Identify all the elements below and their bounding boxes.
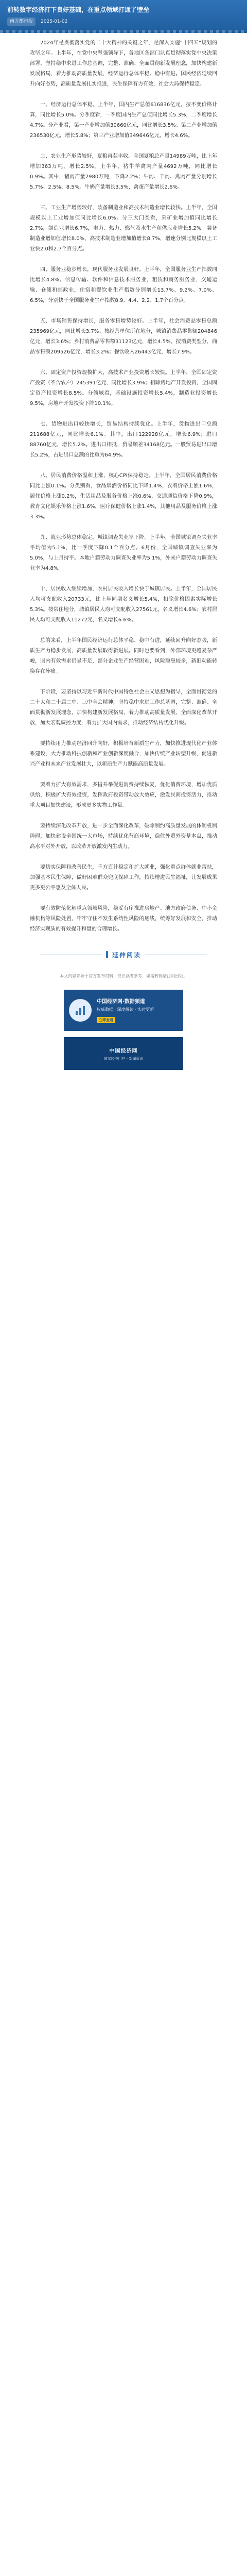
article-paragraph: 七、货物进出口较快增长，贸易结构持续优化。上半年，货物进出口总额211688亿元，同比增长6.1%。其中，出口122928亿元，增长6.9%；进口88760亿元，增长5.2%。进出口相抵，贸易顺差34168亿元。一般贸易进出口增长5.2%，占进出口总额的比重为64.9%。	[30, 421, 217, 458]
article-paragraph: 2024年是贯彻落实党的二十大精神的关键之年，是深入实施“十四五”规划的攻坚之年。上半年，在党中央坚强领导下，各地区各部门认真贯彻落实党中央决策部署，坚持稳中求进工作总基调，完整、准确、全面贯彻新发展理念，加快构建新发展格局，着力推动高质量发展，经济运行总体平稳、稳中有进。国民经济延续回升向好态势，高质量发展扎实推进，民生保障有力有效，社会大局保持稳定。	[30, 40, 217, 87]
article-paragraph: 三、工业生产增势较好，装备制造业和高技术制造业增长较快。上半年，全国规模以上工业增加值同比增长6.0%。分三大门类看，采矿业增加值同比增长2.7%，制造业增长6.7%，电力、热力、燃气及水生产和供应业增长5.2%。装备制造业增加值增长8.0%，高技术制造业增加值增长8.7%，增速分别比规模以上工业快2.0和2.7个百分点。	[30, 205, 217, 252]
promo-card[interactable]	[64, 990, 183, 1031]
article-paragraph: 下阶段，要坚持以习近平新时代中国特色社会主义思想为指导，全面贯彻党的二十大和二十届二中、三中全会精神，坚持稳中求进工作总基调，完整、准确、全面贯彻新发展理念，加快构建新发展格局，着力推动高质量发展，全面深化改革开放，加大宏观调控力度，着力扩大国内需求，推动经济结构优化升级。	[30, 689, 217, 726]
article-paragraph: 六、固定资产投资规模扩大，高技术产业投资增长较快。上半年，全国固定资产投资（不含农户）245391亿元，同比增长3.9%；扣除房地产开发投资，全国固定资产投资增长8.5%。分领域看，基础设施投资增长5.4%，制造业投资增长9.5%，房地产开发投资下降10.1%。	[30, 370, 217, 406]
promo-title: 中国经济网·数据频道	[97, 998, 145, 1005]
related-section	[0, 940, 247, 1070]
article-paragraph: 总的来看，上半年国民经济运行总体平稳、稳中有进，延续回升向好态势，新质生产力稳步发展，高质量发展取得新进展。同时也要看到，外部环境更趋复杂严峻，国内有效需求仍显不足，部分企业生产经营困难，风险隐患较多，新旧动能转换存在阵痛。	[30, 638, 217, 674]
article-paragraph: 九、就业形势总体稳定，城镇调查失业率下降。上半年，全国城镇调查失业率平均值为5.1%，比一季度下降0.1个百分点。6月份，全国城镇调查失业率为5.0%，与上月持平。本地户籍劳动力调查失业率为5.1%，外来户籍劳动力调查失业率为4.8%。	[30, 535, 217, 571]
related-bar-icon	[106, 951, 108, 958]
article-page	[0, 0, 247, 1070]
promo-subtitle: 权威数据 · 深度解读 · 实时更新	[97, 1007, 154, 1012]
article-body	[0, 33, 247, 940]
promo-button[interactable]: 立即查看	[97, 1017, 115, 1023]
related-header	[8, 940, 239, 969]
promo-texts	[97, 998, 178, 1023]
page-title: 前转数字经济打下良好基础，在重点领域打通了壁垒	[7, 6, 150, 13]
article-paragraph: 二、农业生产形势较好，夏粮再获丰收。全国夏粮总产量14989万吨，比上年增加363万吨，增长2.5%。上半年，猪牛羊禽肉产量4692万吨，同比增长0.9%。其中，猪肉产量2980万吨，下降2.2%；牛肉、羊肉、禽肉产量分别增长5.7%、2.5%、8.5%。牛奶产量增长3.5%，禽蛋产量增长2.6%。	[30, 154, 217, 190]
article-meta	[7, 18, 240, 26]
article-paragraph: 十、居民收入继续增加，农村居民收入增长快于城镇居民。上半年，全国居民人均可支配收入20733元，比上年同期名义增长5.4%，扣除价格因素实际增长5.3%。按常住地分，城镇居民人均可支配收入27561元，名义增长4.6%；农村居民人均可支配收入11272元，名义增长6.6%。	[30, 586, 217, 623]
related-label: 延伸阅读	[112, 951, 141, 959]
article-paragraph: 五、市场销售保持增长，服务零售增势较好。上半年，社会消费品零售总额235969亿元，同比增长3.7%。按经营单位所在地分，城镇消费品零售额204846亿元，增长3.6%；乡村消费品零售额31123亿元，增长4.5%。按消费类型分，商品零售额209526亿元，增长3.2%；餐饮收入26443亿元，增长7.9%。	[30, 318, 217, 355]
footer-subtitle: 国家经济门户 · 新闻资讯	[103, 1056, 144, 1061]
publish-date: 2025-01-02	[41, 19, 68, 24]
article-paragraph: 要有效防范化解重点领域风险，稳妥有序推进房地产、地方政府债务、中小金融机构等风险处置，牢牢守住不发生系统性风险的底线，统筹好发展和安全，推动经济实现质的有效提升和量的合理增长。	[30, 906, 217, 932]
article-paragraph: 要持续深化改革开放，进一步全面深化改革，破除制约高质量发展的体制机制障碍，加快建设全国统一大市场，持续优化营商环境，稳住外贸外资基本盘，推动高水平对外开放，以改革开放激发内生动力。	[30, 823, 217, 850]
header-banner	[0, 0, 247, 33]
article-paragraph: 一、经济运行总体平稳。上半年，国内生产总值616836亿元，按不变价格计算，同比增长5.0%。分季度看，一季度国内生产总值同比增长5.3%，二季度增长4.7%。分产业看，第一产业增加值30660亿元，同比增长3.5%；第二产业增加值236530亿元，增长5.8%；第三产业增加值349646亿元，增长4.6%。	[30, 102, 217, 139]
footer-strip[interactable]	[64, 1037, 183, 1070]
article-paragraph: 要着力扩大有效需求，多措并举促进消费持续恢复，优化消费环境，增加优质供给，积极扩大有效投资，发挥政府投资带动放大效应，激发民间投资活力，推动重大项目加快建设，形成更多实物工作量。	[30, 782, 217, 808]
source-label: 南方都市报	[7, 18, 36, 26]
article-paragraph: 要持续用力推动经济回升向好，积极培育新质生产力，加快推进现代化产业体系建设，大力推动科技创新和产业创新深度融合，加快传统产业转型升级，促进新兴产业和未来产业发展壮大，以新质生产力赋能高质量发展。	[30, 741, 217, 767]
related-note: 本文内容来源于官方发布资料，仅供读者参考，如需转载请注明出处。	[60, 974, 187, 978]
article-paragraph: 四、服务业稳步增长，现代服务业发展良好。上半年，全国服务业生产指数同比增长4.8%。信息传输、软件和信息技术服务业，租赁和商务服务业，交通运输、仓储和邮政业，住宿和餐饮业生产指数分别增长13.7%、9.2%、7.0%、6.5%，分别快于全国服务业生产指数8.9、4.4、2.2、1.7个百分点。	[30, 267, 217, 303]
article-paragraph: 要切实保障和改善民生，千方百计稳定和扩大就业，强化重点群体就业帮扶，加强基本民生保障，做好困难群众兜底保障工作，持续增进民生福祉，让发展成果更多更公平惠及全体人民。	[30, 865, 217, 891]
chart-icon	[69, 999, 92, 1022]
banner-wave-decoration	[0, 30, 247, 33]
footer-title: 中国经济网	[109, 1048, 138, 1054]
article-paragraph: 八、居民消费价格温和上涨，核心CPI保持稳定。上半年，全国居民消费价格同比上涨0.1%。分类别看，食品烟酒价格同比下降1.4%，衣着价格上涨1.6%，居住价格上涨0.2%，生活用品及服务价格上涨0.6%，交通通信价格下降0.9%，教育文化娱乐价格上涨1.6%，医疗保健价格上涨1.4%，其他用品及服务价格上涨3.3%。	[30, 473, 217, 520]
